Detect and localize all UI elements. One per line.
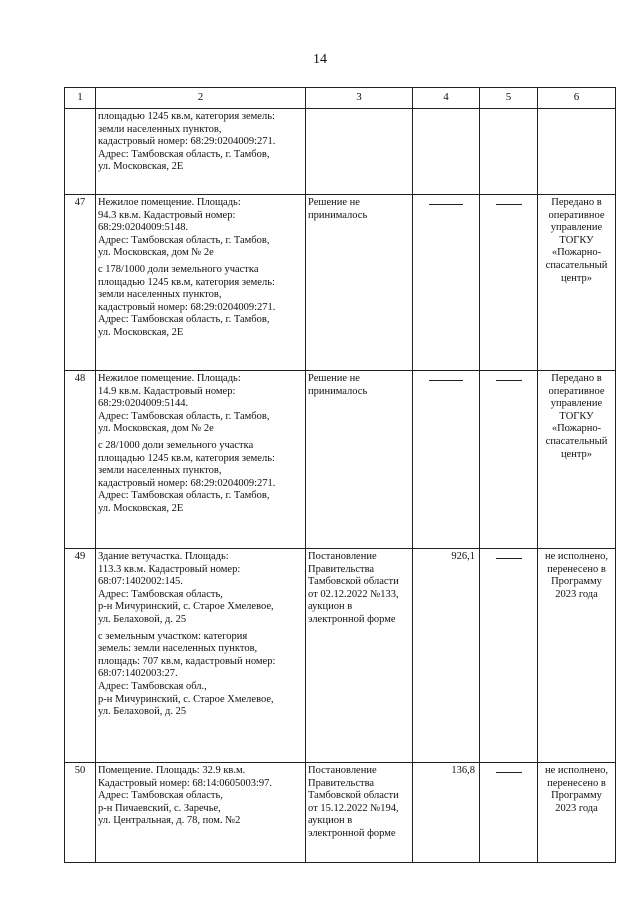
description-paragraph: Нежилое помещение. Площадь: 14.9 кв.м. Кадастровый номер: 68:29:0204009:5144. Адрес: Тамбовская область, г. Тамбов, ул. Московская, дом № 2е — [98, 373, 270, 435]
col5-cell — [480, 763, 538, 863]
table-body — [65, 88, 616, 863]
status-cell: не исполнено, перенесено в Программу 2023 года — [538, 763, 616, 863]
header-col-6: 6 — [538, 88, 616, 109]
row-number: 48 — [65, 371, 96, 549]
header-col-1: 1 — [65, 88, 96, 109]
description-paragraph: с 28/1000 доли земельного участка площадью 1245 кв.м, категория земель: земли населенных пунктов, кадастровый номер: 68:29:0204009:271. Адрес: Тамбовская область, г. Тамбов, ул. Московская, 2Е — [98, 439, 276, 514]
description-paragraph: с 178/1000 доли земельного участка площадью 1245 кв.м, категория земель: земли населенных пунктов, кадастровый номер: 68:29:0204009:271. Адрес: Тамбовская область, г. Тамбов, ул. Московская, 2Е — [98, 263, 276, 338]
amount-cell: 136,8 — [413, 763, 480, 863]
decision-cell: Решение не принималось — [306, 195, 413, 371]
col5-cell — [480, 195, 538, 371]
header-col-3: 3 — [306, 88, 413, 109]
status-cell: Передано в оперативное управление ТОГКУ «Пожарно- спасательный центр» — [538, 371, 616, 549]
status-cell — [538, 109, 616, 195]
decision-cell: Постановление Правительства Тамбовской области от 15.12.2022 №194, аукцион в электронной форме — [306, 763, 413, 863]
amount-cell — [413, 195, 480, 371]
table-row — [65, 763, 616, 863]
amount-dash — [429, 374, 463, 381]
property-description — [96, 371, 306, 549]
property-description — [96, 763, 306, 863]
table-row — [65, 109, 616, 195]
property-description — [96, 549, 306, 763]
decision-cell: Решение не принималось — [306, 371, 413, 549]
row-number: 47 — [65, 195, 96, 371]
col5-cell — [480, 109, 538, 195]
col5-cell — [480, 549, 538, 763]
header-col-4: 4 — [413, 88, 480, 109]
col5-cell — [480, 371, 538, 549]
col5-dash — [496, 552, 522, 559]
col5-dash — [496, 766, 522, 773]
property-description — [96, 109, 306, 195]
description-paragraph: площадью 1245 кв.м, категория земель: земли населенных пунктов, кадастровый номер: 68:29:0204009:271. Адрес: Тамбовская область, г. Тамбов, ул. Московская, 2Е — [98, 111, 276, 173]
amount-dash — [429, 198, 463, 205]
row-number: 50 — [65, 763, 96, 863]
description-paragraph: Нежилое помещение. Площадь: 94.3 кв.м. Кадастровый номер: 68:29:0204009:5148. Адрес: Тамбовская область, г. Тамбов, ул. Московская, дом № 2е — [98, 197, 270, 259]
row-number: 49 — [65, 549, 96, 763]
table-row — [65, 549, 616, 763]
header-col-5: 5 — [480, 88, 538, 109]
table-header-row — [65, 88, 616, 109]
status-cell: не исполнено, перенесено в Программу 2023 года — [538, 549, 616, 763]
decision-cell: Постановление Правительства Тамбовской области от 02.12.2022 №133, аукцион в электронной форме — [306, 549, 413, 763]
amount-cell: 926,1 — [413, 549, 480, 763]
property-registry-table — [64, 87, 616, 863]
description-paragraph: Здание ветучастка. Площадь: 113.3 кв.м. Кадастровый номер: 68:07:1402002:145. Адрес: Тамбовская область, р-н Мичуринский, с. Старое Хмелевое, ул. Белаховой, д. 25 — [98, 551, 274, 625]
row-number — [65, 109, 96, 195]
page-number: 14 — [313, 52, 327, 67]
header-col-2: 2 — [96, 88, 306, 109]
col5-dash — [496, 374, 522, 381]
description-paragraph: Помещение. Площадь: 32.9 кв.м. Кадастровый номер: 68:14:0605003:97. Адрес: Тамбовская область, р-н Пичаевский, с. Заречье, ул. Центральная, д. 78, пом. №2 — [98, 765, 273, 827]
table-row — [65, 195, 616, 371]
decision-cell — [306, 109, 413, 195]
status-cell: Передано в оперативное управление ТОГКУ «Пожарно- спасательный центр» — [538, 195, 616, 371]
amount-cell — [413, 371, 480, 549]
table-row — [65, 371, 616, 549]
description-paragraph: с земельным участком: категория земель: земли населенных пунктов, площадь: 707 кв.м, кадастровый номер: 68:07:1402003:27. Адрес: Тамбовская обл., р-н Мичуринский, с. Старое Хмелевое, ул. Белаховой, д. 25 — [98, 630, 276, 718]
col5-dash — [496, 198, 522, 205]
property-description — [96, 195, 306, 371]
amount-cell — [413, 109, 480, 195]
